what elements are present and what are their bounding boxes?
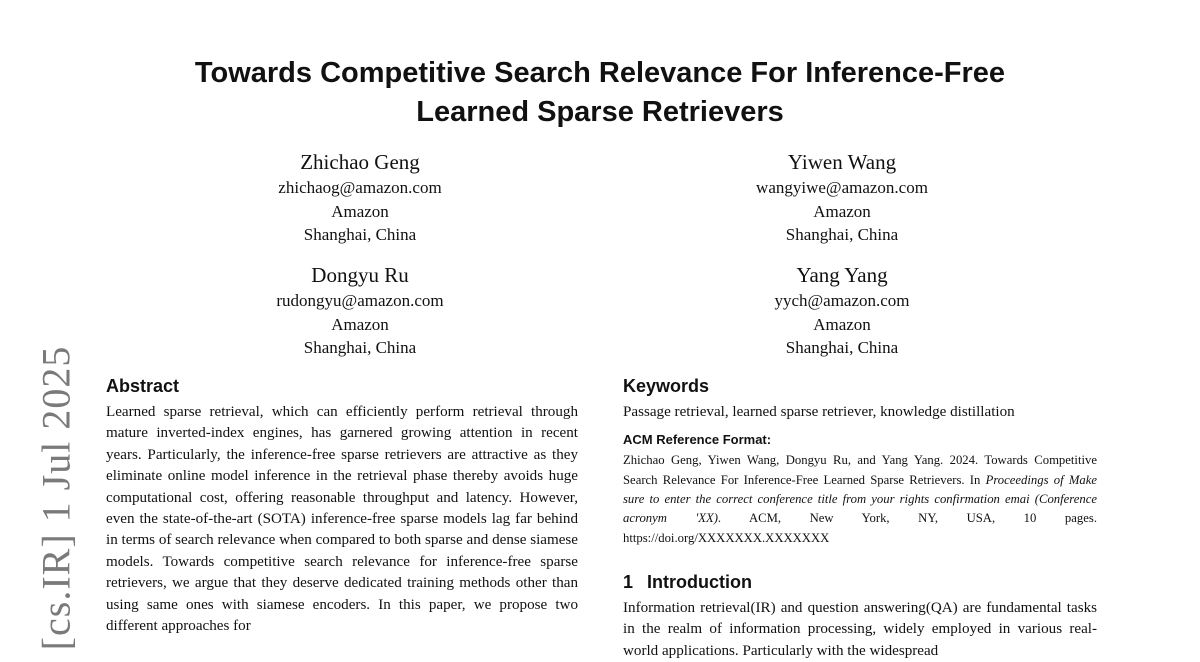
author-email: zhichaog@amazon.com bbox=[278, 178, 442, 197]
acm-reference-proceedings: Proceedings of Make sure to enter the correct conference title from your rights confirmation emai (Conference acronym 'XX) bbox=[623, 472, 1097, 526]
author-name: Dongyu Ru bbox=[311, 263, 409, 287]
acm-reference-part-2: . ACM, New York, NY, USA, 10 pages. https://doi.org/XXXXXXX.XXXXXXX bbox=[623, 511, 1097, 545]
author-location: Shanghai, China bbox=[303, 338, 417, 357]
introduction-heading bbox=[623, 570, 1097, 594]
paper-title-line-2: Learned Sparse Retrievers bbox=[416, 96, 784, 128]
keywords-text: Passage retrieval, learned sparse retriever, knowledge distillation bbox=[623, 404, 1015, 420]
author-affiliation: Amazon bbox=[813, 314, 871, 334]
author-location: Shanghai, China bbox=[785, 225, 899, 244]
acm-reference-part-1: Zhichao Geng, Yiwen Wang, Dongyu Ru, and Yang Yang. 2024. Towards Competitive Search Relevance For Inference-Free Learned Sparse Retrievers. In bbox=[623, 453, 1097, 487]
paper-title-line-1: Towards Competitive Search Relevance For Inference-Free bbox=[194, 57, 1006, 89]
author-affiliation: Amazon bbox=[331, 314, 389, 334]
author-block-3 bbox=[210, 262, 510, 360]
author-location: Shanghai, China bbox=[785, 338, 899, 357]
right-column bbox=[623, 374, 1097, 662]
introduction-text: Information retrieval(IR) and question answering(QA) are fundamental tasks in the realm of information processing, widely employed in various real-world applications. Particularly with the widespread bbox=[623, 599, 1097, 659]
author-email: yych@amazon.com bbox=[774, 291, 910, 310]
arxiv-side-stamp-text: [cs.IR] 1 Jul 2025 bbox=[33, 345, 79, 651]
author-block-1 bbox=[210, 149, 510, 247]
author-block-4 bbox=[692, 262, 992, 360]
introduction-number: 1 bbox=[623, 571, 634, 592]
acm-reference-heading: ACM Reference Format: bbox=[623, 432, 772, 448]
author-affiliation: Amazon bbox=[813, 201, 871, 221]
author-block-2 bbox=[692, 149, 992, 247]
author-location: Shanghai, China bbox=[303, 225, 417, 244]
author-name: Yiwen Wang bbox=[787, 150, 897, 174]
left-column bbox=[106, 374, 578, 637]
abstract-text: Learned sparse retrieval, which can efficiently perform retrieval through mature inverted-index engines, has garnered growing attention in recent years. Particularly, the inference-free sparse retrievers are attractive as they eliminate online model inference in the retrieval phase thereby avoids huge computational cost, offering reasonable throughput and latency. However, even the state-of-the-art (SOTA) inference-free sparse models lag far behind in terms of search relevance when compared to both sparse and dense siamese models. Towards competitive search relevance for inference-free sparse retrievers, we argue that they deserve dedicated training methods other than using same ones with siamese encoders. In this paper, we propose two different approaches for bbox=[106, 404, 578, 635]
keywords-heading: Keywords bbox=[623, 376, 710, 396]
arxiv-side-stamp bbox=[28, 345, 84, 651]
author-name: Yang Yang bbox=[796, 263, 888, 287]
author-email: rudongyu@amazon.com bbox=[276, 291, 444, 310]
introduction-title: Introduction bbox=[647, 571, 752, 592]
paper-title bbox=[100, 54, 1100, 132]
author-affiliation: Amazon bbox=[331, 201, 389, 221]
acm-reference-text bbox=[623, 451, 1097, 547]
abstract-heading: Abstract bbox=[106, 376, 180, 396]
author-email: wangyiwe@amazon.com bbox=[756, 178, 928, 197]
author-name: Zhichao Geng bbox=[300, 150, 420, 174]
